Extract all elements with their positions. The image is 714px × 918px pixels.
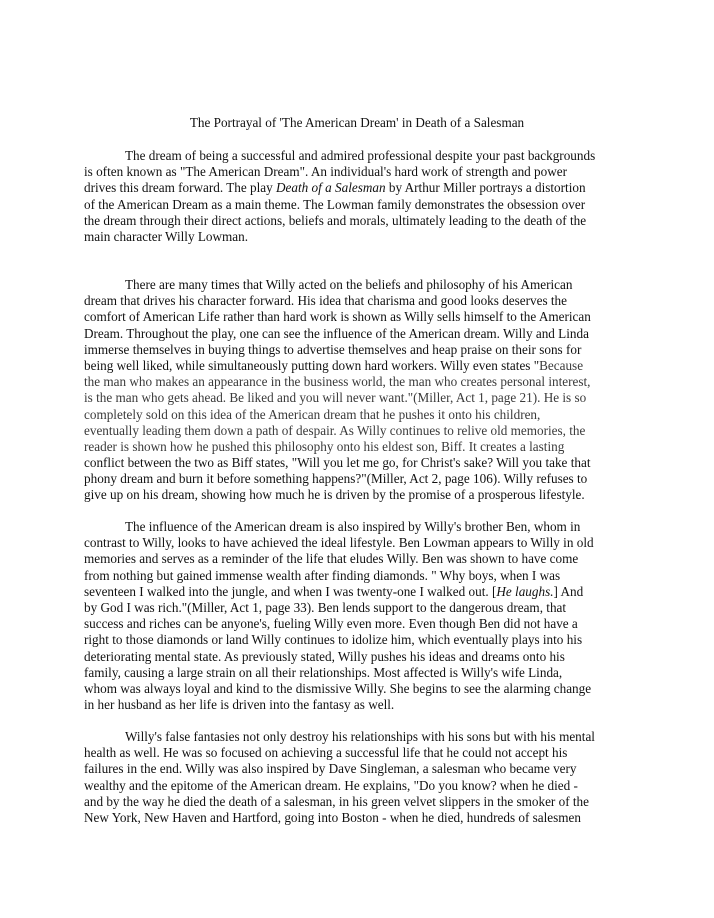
text-run: the dream through their direct actions, beliefs and morals, ultimately leading to the death of the — [84, 212, 587, 228]
text-run: success and riches can be anyone's, fueling Willy even more. Even though Ben did not have a — [84, 616, 578, 632]
text-line — [84, 761, 630, 777]
text-line — [84, 810, 630, 826]
text-line — [84, 665, 630, 681]
paragraph-3 — [84, 519, 630, 713]
text-run: family, causing a large strain on all their relationships. Most affected is Willy's wife Linda, — [84, 664, 563, 680]
text-run: reader is shown how he pushed this philosophy onto his eldest son, Biff. It creates a lasting — [84, 438, 565, 454]
text-run: in her husband as her life is driven into the fantasy as well. — [84, 697, 395, 713]
text-run: immerse themselves in buying things to advertise themselves and heap praise on their sons for — [84, 341, 582, 357]
text-line — [84, 180, 630, 196]
text-run: is the man who gets ahead. Be liked and you will never want."(Miller, Act 1, page 21). He is so — [84, 390, 587, 406]
text-line — [84, 390, 630, 406]
text-run: completely sold on this idea of the American dream that he pushes it onto his children, — [84, 406, 541, 422]
text-run: The influence of the American dream is also inspired by Willy's brother Ben, whom in — [125, 519, 581, 534]
text-line — [84, 519, 630, 535]
text-line — [84, 535, 630, 551]
text-run: phony dream and burn it before something happens?"(Miller, Act 2, page 106). Willy refuses to — [84, 471, 588, 487]
text-line — [84, 309, 630, 325]
text-line — [84, 681, 630, 697]
text-run: eventually leading them down a path of despair. As Willy continues to relive old memories, the — [84, 422, 586, 438]
text-line — [84, 197, 630, 213]
text-line — [84, 423, 630, 439]
text-line — [84, 649, 630, 665]
italic-text: Death of a Salesman — [276, 180, 386, 196]
text-line — [84, 374, 630, 390]
text-line — [84, 277, 630, 293]
text-line — [84, 471, 630, 487]
text-run: by God I was rich."(Miller, Act 1, page 33). Ben lends support to the dangerous dream, that — [84, 599, 567, 615]
text-line — [84, 600, 630, 616]
text-run: from nothing but gained immense wealth after finding diamonds. " Why boys, when I was — [84, 567, 561, 583]
text-run: main character Willy Lowman. — [84, 228, 249, 244]
text-run: health as well. He was so focused on achieving a successful life that he could not accept his — [84, 745, 568, 761]
text-line — [84, 616, 630, 632]
text-run: drives this dream forward. The play — [84, 180, 277, 196]
text-run: ] And — [553, 583, 584, 599]
text-run: Willy's false fantasies not only destroy his relationships with his sons but with his mental — [125, 729, 595, 744]
text-run: Because — [539, 357, 584, 373]
text-run: wealthy and the epitome of the American dream. He explains, "Do you know? when he died - — [84, 777, 578, 793]
text-run: contrast to Willy, looks to have achieved the ideal lifestyle. Ben Lowman appears to Willy in old — [84, 535, 594, 551]
text-run: being well liked, while simultaneously putting down hard workers. Willy even states " — [84, 357, 540, 373]
text-run: The dream of being a successful and admired professional despite your past backgrounds — [125, 148, 596, 163]
text-line — [84, 487, 630, 503]
paragraph-2 — [84, 277, 630, 504]
text-line — [84, 632, 630, 648]
text-line — [84, 778, 630, 794]
text-run: deteriorating mental state. As previously stated, Willy pushes his ideas and dreams onto his — [84, 648, 565, 664]
text-line — [84, 794, 630, 810]
text-line — [84, 148, 630, 164]
text-run: is often known as "The American Dream". An individual's hard work of strength and power — [84, 164, 568, 180]
text-line — [84, 697, 630, 713]
text-line — [84, 358, 630, 374]
text-run: right to those diamonds or land Willy continues to idolize him, which eventually plays into his — [84, 632, 583, 648]
text-run: memories and serves as a reminder of the life that eludes Willy. Ben was shown to have come — [84, 551, 579, 567]
text-run: seventeen I walked into the jungle, and when I was twenty-one I walked out. [ — [84, 583, 497, 599]
text-line — [84, 407, 630, 423]
text-line — [84, 213, 630, 229]
text-run: There are many times that Willy acted on the beliefs and philosophy of his American — [125, 277, 573, 292]
text-line — [84, 568, 630, 584]
text-run: dream that drives his character forward. His idea that charisma and good looks deserves the — [84, 293, 568, 309]
text-run: conflict between the two as Biff states, "Will you let me go, for Christ's sake? Will you take that — [84, 455, 591, 471]
text-line — [84, 455, 630, 471]
text-run: comfort of American Life rather than hard work is shown as Willy sells himself to the American — [84, 309, 591, 325]
text-run: by Arthur Miller portrays a distortion — [385, 180, 586, 196]
italic-text: He laughs. — [496, 583, 554, 599]
text-run: New York, New Haven and Hartford, going into Boston - when he died, hundreds of salesmen — [84, 809, 582, 825]
text-run: of the American Dream as a main theme. The Lowman family demonstrates the obsession over — [84, 196, 586, 212]
text-run: Dream. Throughout the play, one can see the influence of the American dream. Willy and Linda — [84, 325, 589, 341]
text-line — [84, 584, 630, 600]
text-line — [84, 551, 630, 567]
text-line — [84, 293, 630, 309]
text-run: the man who makes an appearance in the business world, the man who creates personal interest, — [84, 374, 591, 390]
text-line — [84, 729, 630, 745]
paragraph-4 — [84, 729, 630, 826]
text-run: whom was always loyal and kind to the dismissive Willy. She begins to see the alarming change — [84, 680, 592, 696]
text-run: and by the way he died the death of a salesman, in his green velvet slippers in the smoker of the — [84, 793, 590, 809]
text-run: give up on his dream, showing how much he is driven by the promise of a prosperous lifestyle. — [84, 487, 585, 503]
document-title: The Portrayal of 'The American Dream' in Death of a Salesman — [189, 115, 525, 130]
paragraph-1 — [84, 148, 630, 245]
text-line — [84, 229, 630, 245]
text-run: failures in the end. Willy was also inspired by Dave Singleman, a salesman who became very — [84, 761, 577, 777]
text-line — [84, 745, 630, 761]
text-line — [84, 326, 630, 342]
text-line — [84, 164, 630, 180]
text-line — [84, 439, 630, 455]
text-line — [84, 342, 630, 358]
